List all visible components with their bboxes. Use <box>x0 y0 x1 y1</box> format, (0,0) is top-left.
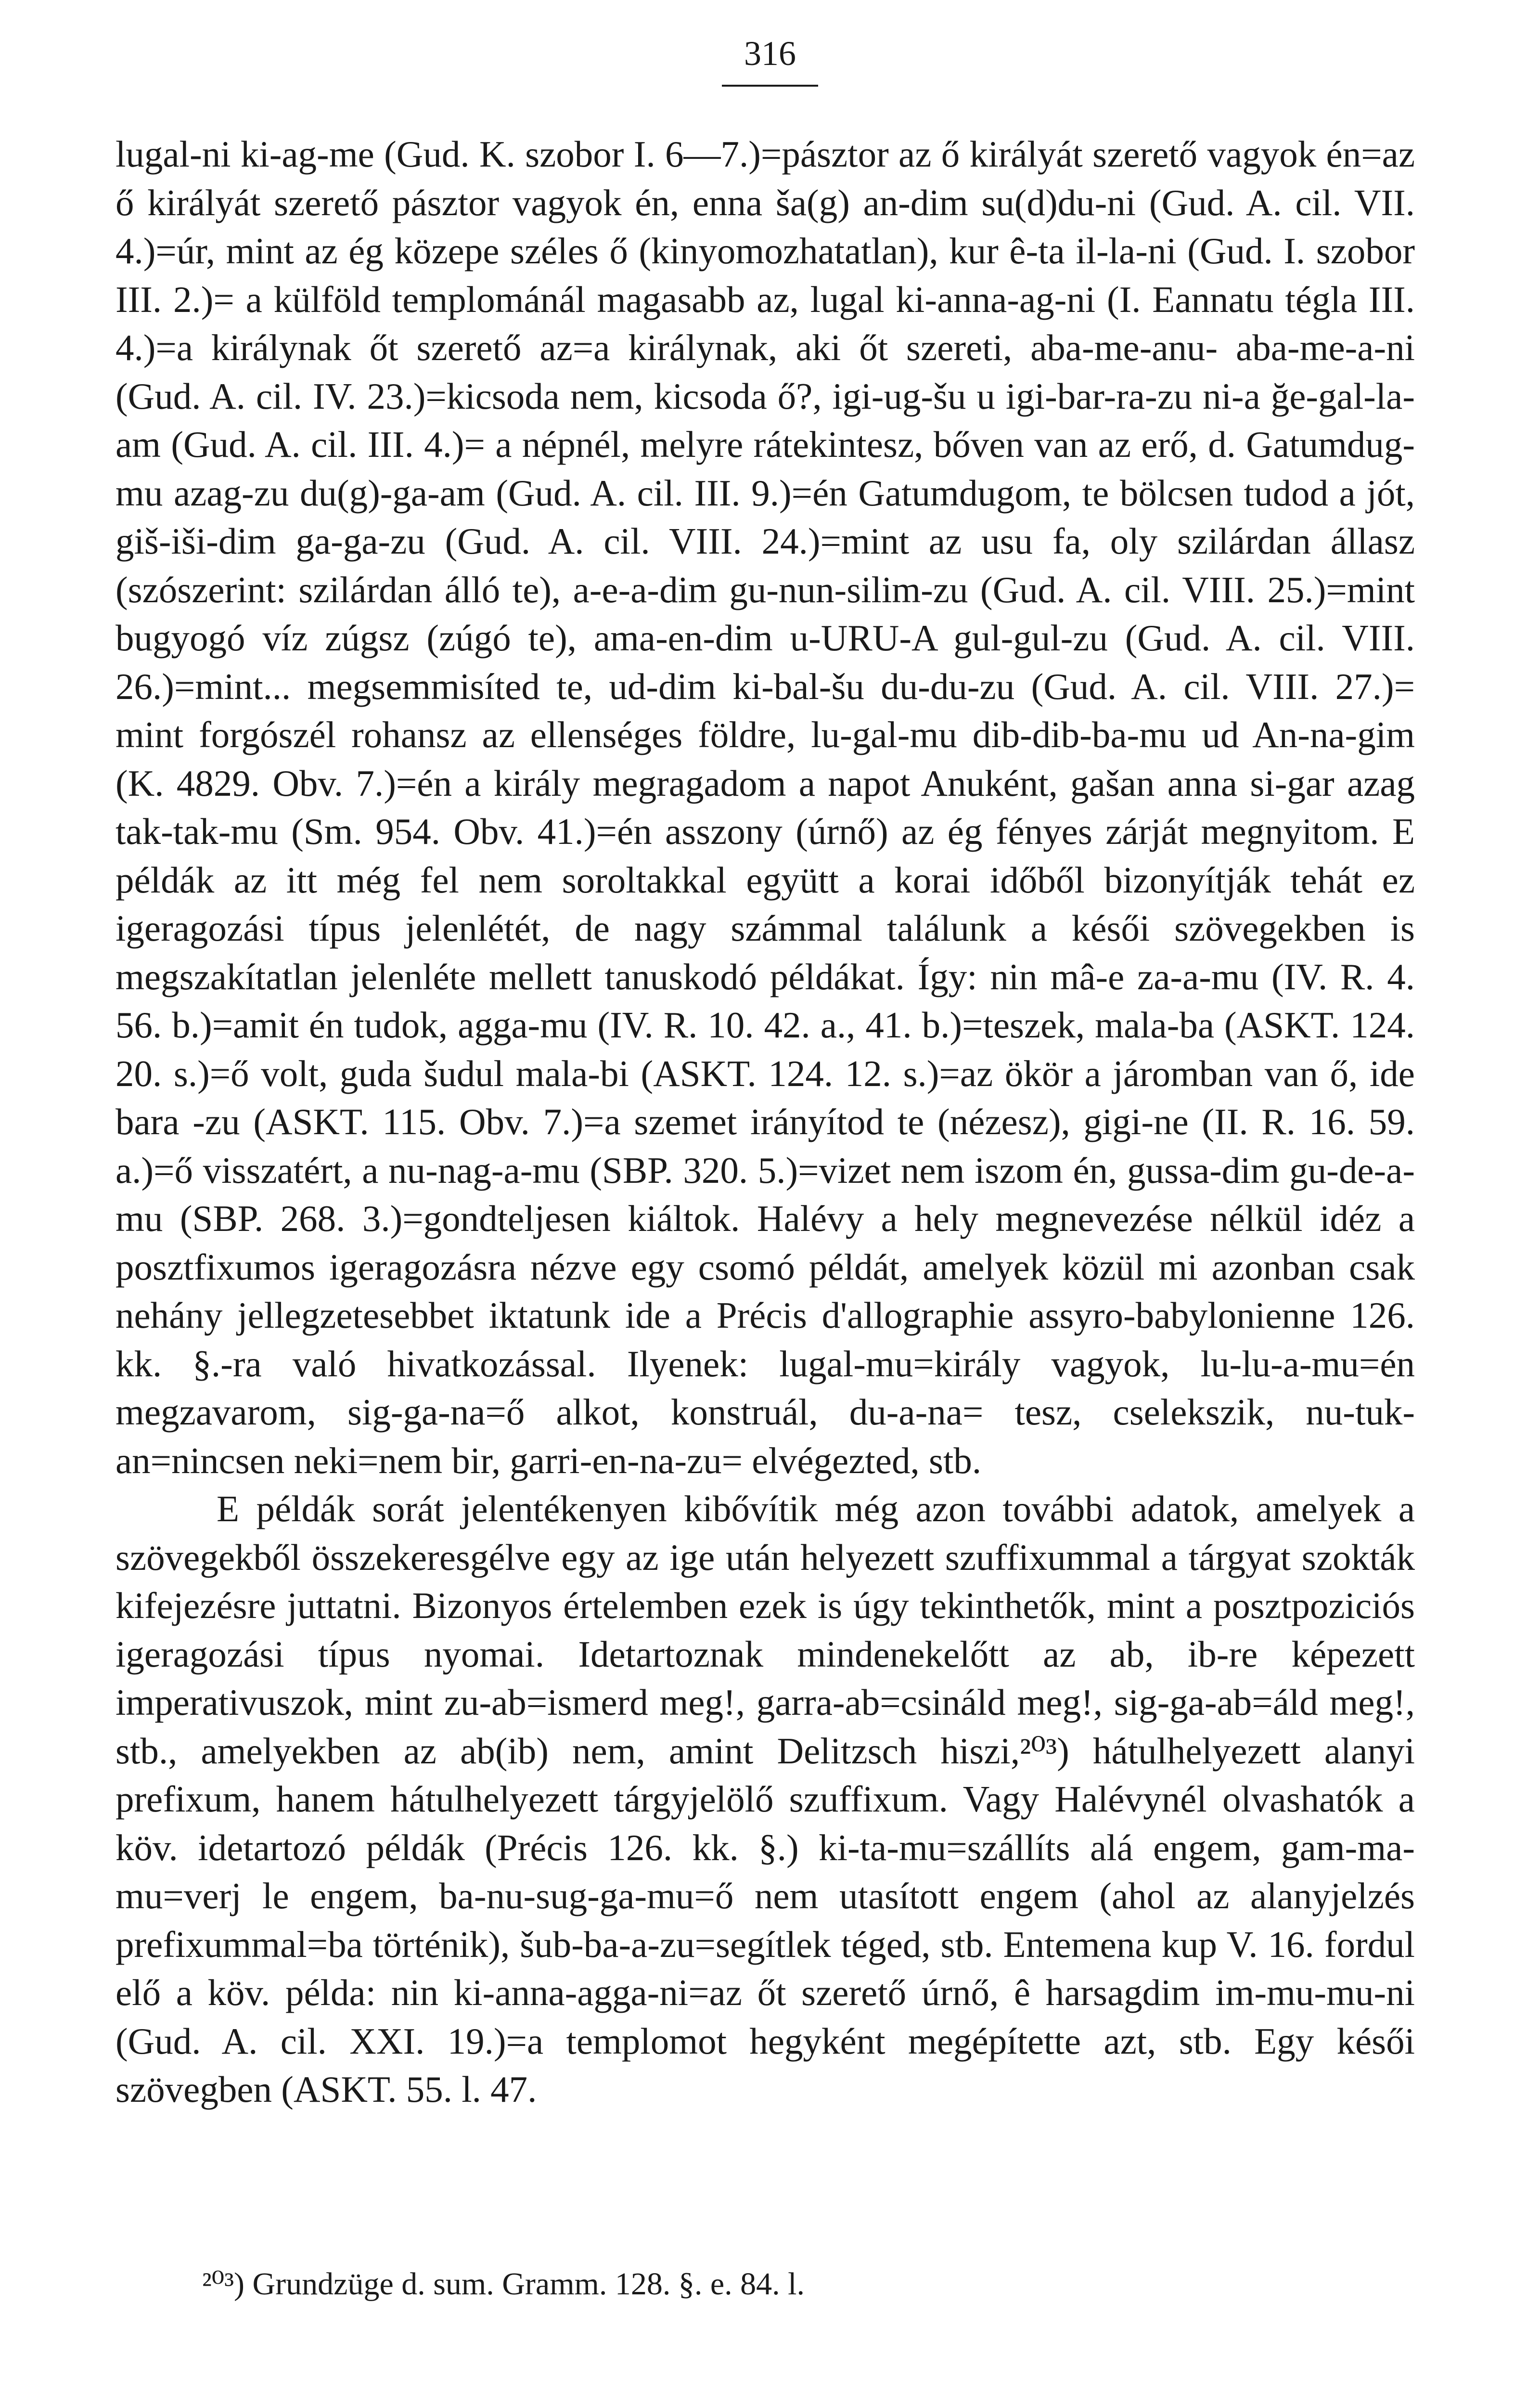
page-number: 316 <box>744 34 796 73</box>
paragraph-2: E példák sorát jelentékenyen kibővítik még azon további adatok, amelyek a szövegekből összekeresgélve egy az ige után helyezett szuffixummal a tárgyat szokták kifejezésre juttatni. Bizonyos értelemben ezek is úgy tekinthetők, mint a posztpoziciós igeragozási típus nyomai. Idetartoznak mindenekelőtt az ab, ib-re képezett imperativuszok, mint zu-ab=ismerd meg!, garra-ab=csináld meg!, sig-ga-ab=áld meg!, stb., amelyekben az ab(ib) nem, amint Delitzsch hiszi,²⁰³) hátulhelyezett alanyi prefixum, hanem hátulhelyezett tárgyjelölő szuffixum. Vagy Halévynél olvashatók a köv. idetartozó példák (Précis 126. kk. §.) ki-ta-mu=szállíts alá engem, gam-ma-mu=verj le engem, ba-nu-sug-ga-mu=ő nem utasított engem (ahol az alanyjelzés prefixummal=ba történik), šub-ba-a-zu=segítlek téged, stb. Entemena kup V. 16. fordul elő a köv. példa: nin ki-anna-agga-ni=az őt szerető úrnő, ê harsagdim im-mu-mu-ni (Gud. A. cil. XXI. 19.)=a templomot hegyként megépítette azt, stb. Egy késői szövegben (ASKT. 55. l. 47. <box>116 1488 1415 2110</box>
footnote: ²⁰³) Grundzüge d. sum. Gramm. 128. §. e. 84. l. <box>202 2266 805 2302</box>
paragraph-1: lugal-ni ki-ag-me (Gud. K. szobor I. 6—7.)=pásztor az ő királyát szerető vagyok én=az ő királyát szerető pásztor vagyok én, enna ša(g) an-dim su(d)du-ni (Gud. A. cil. VII. 4.)=úr, mint az ég közepe széles ő (kinyomozhatatlan), kur ê-ta il-la-ni (Gud. I. szobor III. 2.)= a külföld templománál magasabb az, lugal ki-anna-ag-ni (I. Eannatu tégla III. 4.)=a királynak őt szerető az=a királynak, aki őt szereti, aba-me-anu- aba-me-a-ni (Gud. A. cil. IV. 23.)=kicsoda nem, kicsoda ő?, igi-ug-šu u igi-bar-ra-zu ni-a ğe-gal-la-am (Gud. A. cil. III. 4.)= a népnél, melyre rátekintesz, bőven van az erő, d. Gatumdug-mu azag-zu du(g)-ga-am (Gud. A. cil. III. 9.)=én Gatumdugom, te bölcsen tudod a jót, giš-iši-dim ga-ga-zu (Gud. A. cil. VIII. 24.)=mint az usu fa, oly szilárdan állasz (szószerint: szilárdan álló te), a-e-a-dim gu-nun-silim-zu (Gud. A. cil. VIII. 25.)=mint bugyogó víz zúgsz (zúgó te), ama-en-dim u-URU-A gul-gul-zu (Gud. A. cil. VIII. 26.)=mint... megsemmisíted te, ud-dim ki-bal-šu du-du-zu (Gud. A. cil. VIII. 27.)= mint forgószél rohansz az ellenséges földre, lu-gal-mu dib-dib-ba-mu ud An-na-gim (K. 4829. Obv. 7.)=én a király megragadom a napot Anuként, gašan anna si-gar azag tak-tak-mu (Sm. 954. Obv. 41.)=én asszony (úrnő) az ég fényes zárját megnyitom. E példák az itt még fel nem soroltakkal együtt a korai időből bizonyítják tehát ez igeragozási típus jelenlétét, de nagy számmal találunk a késői szövegekben is megszakítatlan jelenléte mellett tanuskodó példákat. Így: nin mâ-e za-a-mu (IV. R. 4. 56. b.)=amit én tudok, agga-mu (IV. R. 10. 42. a., 41. b.)=teszek, mala-ba (ASKT. 124. 20. s.)=ő volt, guda šudul mala-bi (ASKT. 124. 12. s.)=az ökör a járomban van ő, ide bara -zu (ASKT. 115. Obv. 7.)=a szemet irányítod te (nézesz), gigi-ne (II. R. 16. 59. a.)=ő visszatért, a nu-nag-a-mu (SBP. 320. 5.)=vizet nem iszom én, gussa-dim gu-de-a-mu (SBP. 268. 3.)=gondteljesen kiáltok. Halévy a hely megnevezése nélkül idéz a posztfixumos igeragozásra nézve egy csomó példát, amelyek közül mi azonban csak nehány jellegzetesebbet iktatunk ide a Précis d'allographie assyro-babylonienne 126. kk. §.-ra való hivatkozással. Ilyenek: lugal-mu=király vagyok, lu-lu-a-mu=én megzavarom, sig-ga-na=ő alkot, konstruál, du-a-na= tesz, cselekszik, nu-tuk-an=nincsen neki=nem bir, garri-en-na-zu= elvégezted, stb. <box>116 133 1415 1481</box>
page-number-underline <box>722 85 818 87</box>
body-text <box>116 130 1415 2114</box>
